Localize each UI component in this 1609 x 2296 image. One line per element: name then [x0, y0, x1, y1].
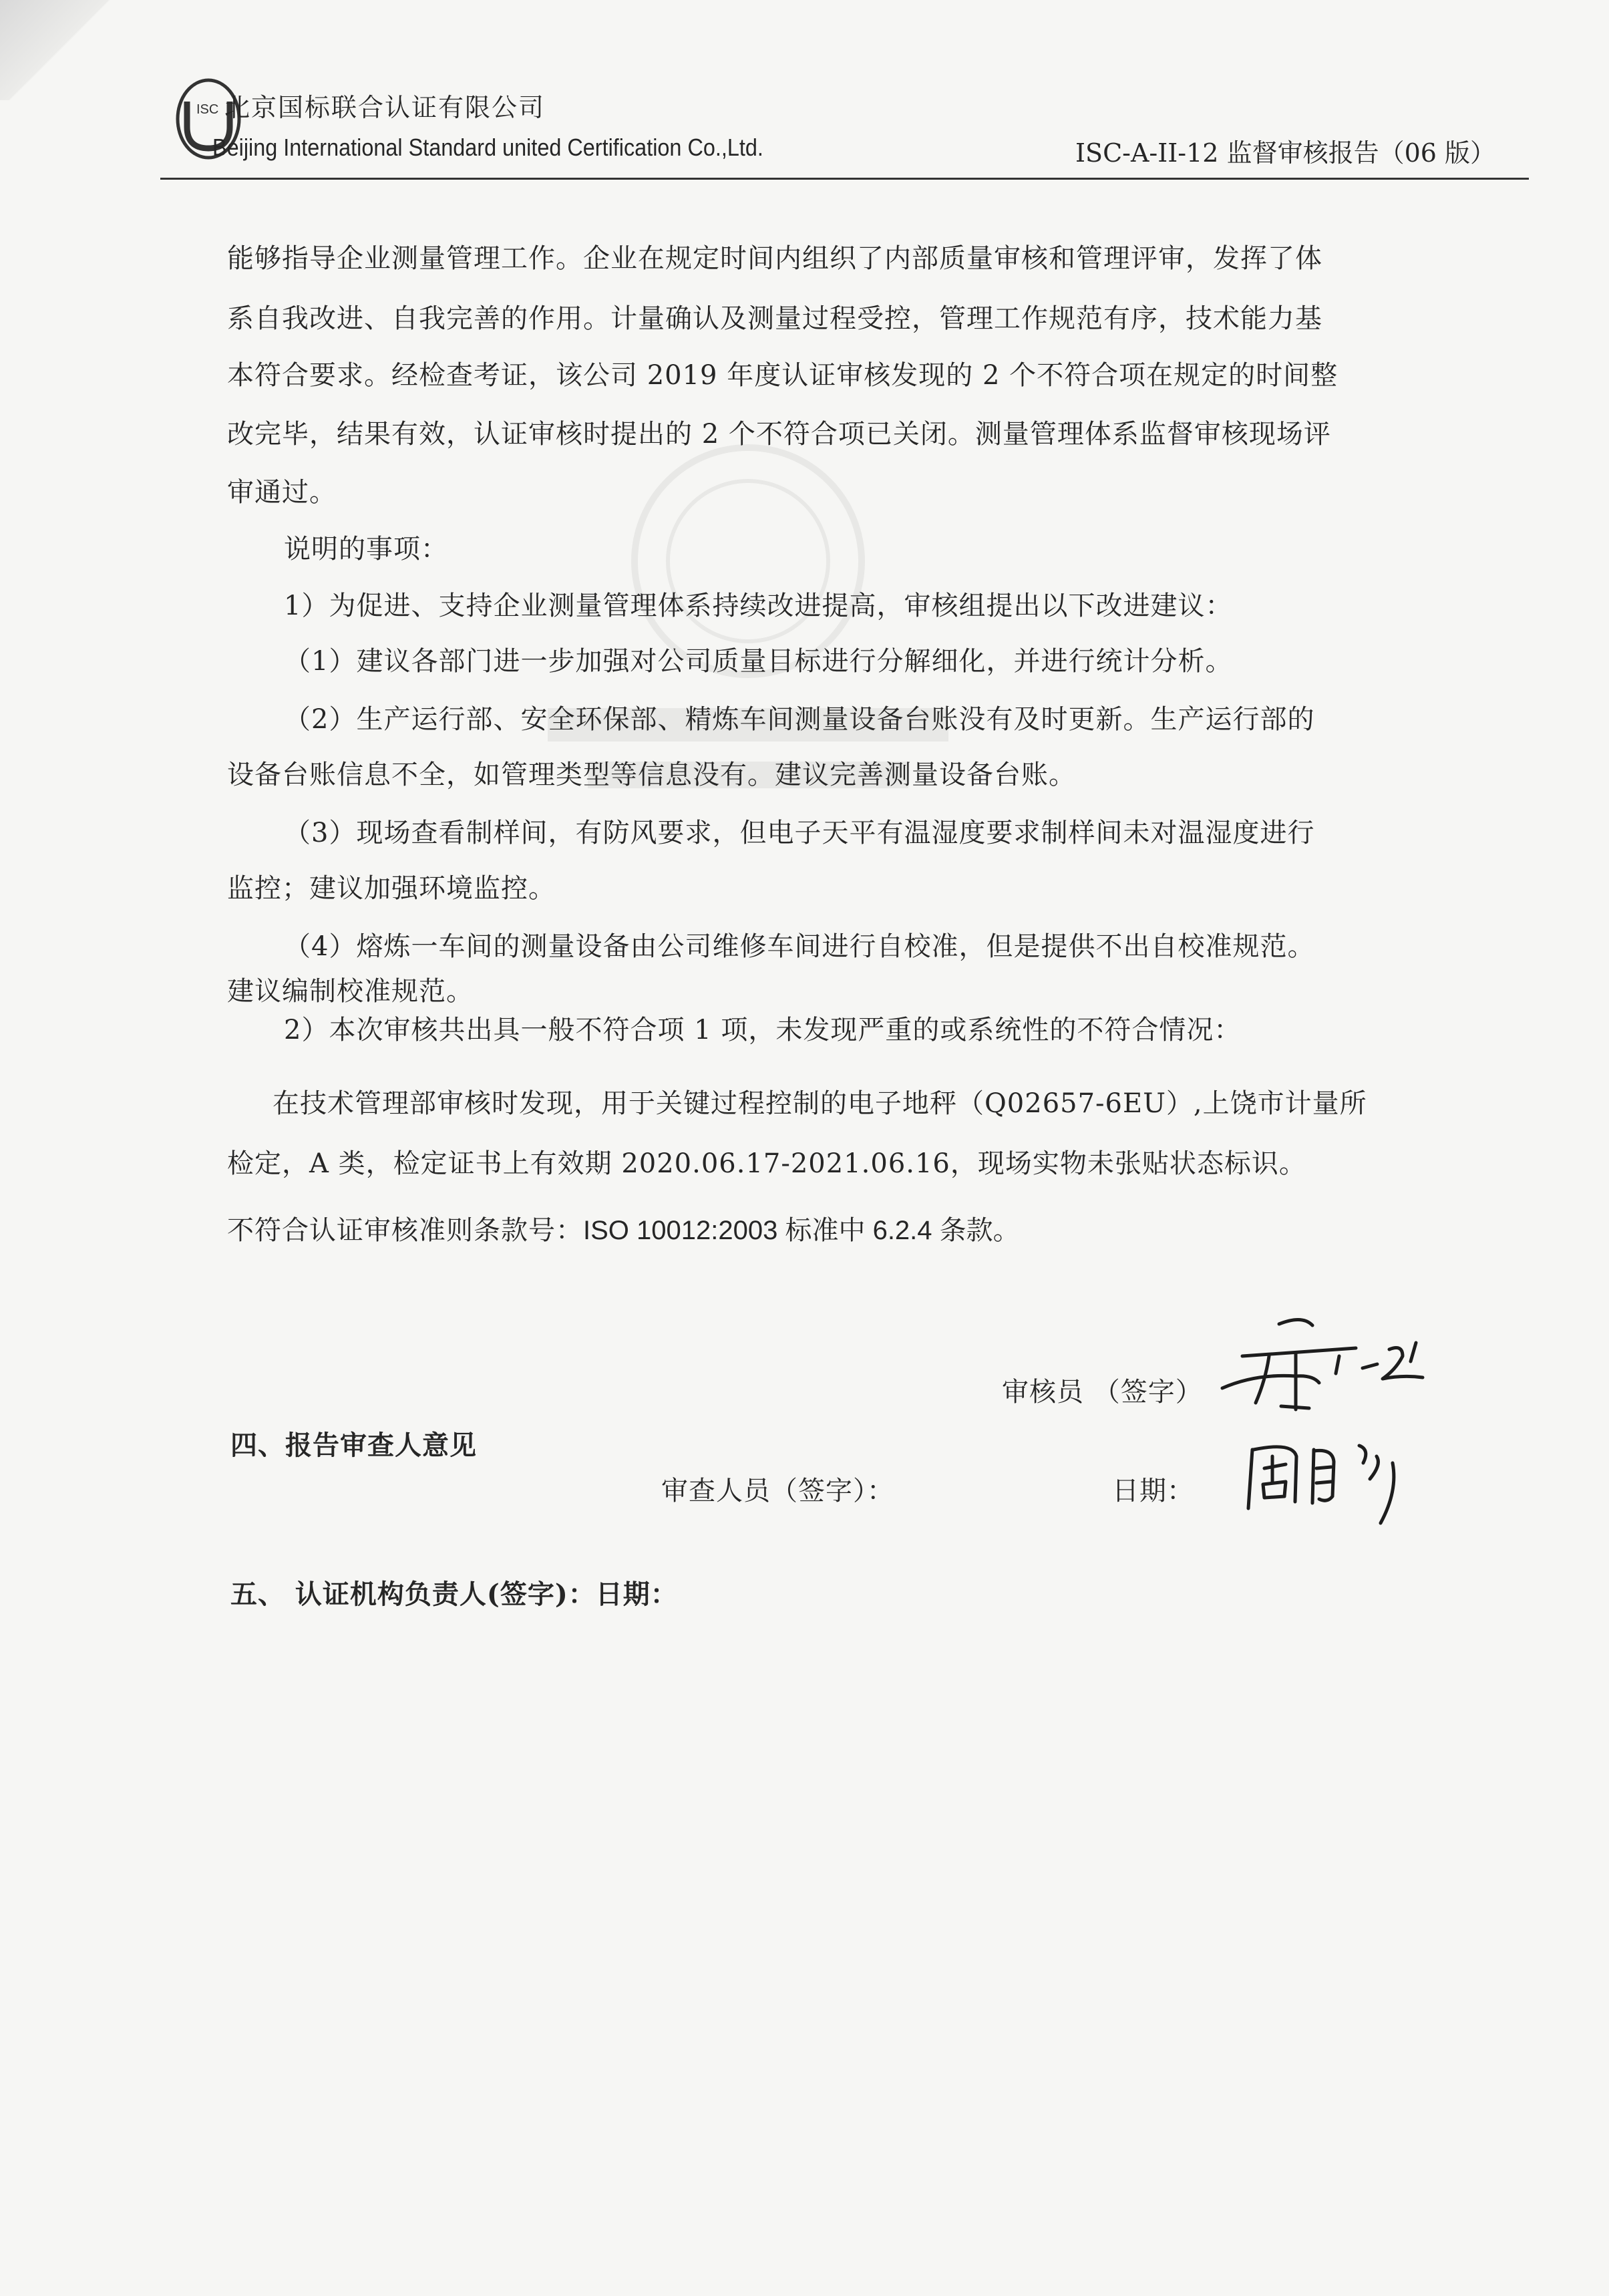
page-fold-shadow: [0, 0, 140, 100]
auditor-signature-label: 审核员 （签字）: [1002, 1377, 1203, 1408]
reviewer-handwritten-signature: [1239, 1430, 1413, 1530]
clause-label: 不符合认证审核准则条款号：: [227, 1215, 583, 1246]
paragraph-line: 能够指导企业测量管理工作。企业在规定时间内组织了内部质量审核和管理评审，发挥了体: [227, 243, 1322, 274]
company-name-cn: 北京国标联合认证有限公司: [224, 93, 546, 122]
reviewer-signature-label: 审查人员（签字）：: [661, 1476, 894, 1506]
document-code: ISC-A-II-12 监督审核报告（06 版）: [1075, 138, 1495, 168]
section-5-title: 五、 认证机构负责人(签字)：日期：: [230, 1579, 678, 1610]
improvement-item-1: 1）为促进、支持企业测量管理体系持续改进提高，审核组提出以下改进建议：: [284, 591, 1233, 621]
suggestion-3: （3）现场查看制样间，有防风要求，但电子天平有温湿度要求制样间未对温湿度进行: [284, 818, 1315, 848]
notes-title: 说明的事项：: [284, 534, 448, 564]
suggestion-2: （2）生产运行部、安全环保部、精炼车间测量设备台账没有及时更新。生产运行部的: [284, 704, 1315, 735]
suggestion-4: （4）熔炼一车间的测量设备由公司维修车间进行自校准，但是提供不出自校准规范。: [284, 931, 1315, 962]
suggestion-1: （1）建议各部门进一步加强对公司质量目标进行分解细化，并进行统计分析。: [284, 646, 1233, 677]
suggestion-2-cont: 设备台账信息不全，如管理类型等信息没有。建议完善测量设备台账。: [227, 760, 1076, 790]
paragraph-line: 改完毕，结果有效，认证审核时提出的 2 个不符合项已关闭。测量管理体系监督审核现场评: [227, 419, 1331, 450]
nonconformity-summary: 2）本次审核共出具一般不符合项 1 项，未发现严重的或系统性的不符合情况：: [284, 1015, 1242, 1045]
company-name-en: Beijing International Standard united Certification Co.,Ltd.: [212, 134, 763, 161]
header-divider: [160, 178, 1529, 180]
clause-value: ISO 10012:2003 标准中 6.2.4 条款。: [583, 1216, 1020, 1245]
reviewer-date-label: 日期：: [1112, 1476, 1194, 1506]
auditor-handwritten-signature: [1202, 1309, 1443, 1416]
section-4-title: 四、报告审查人意见: [230, 1430, 477, 1461]
suggestion-4-cont: 建议编制校准规范。: [227, 976, 474, 1007]
paragraph-line: 本符合要求。经检查考证，该公司 2019 年度认证审核发现的 2 个不符合项在规定的时间整: [227, 360, 1338, 391]
finding-text-cont: 检定，A 类，检定证书上有效期 2020.06.17-2021.06.16，现场实物未张贴状态标识。: [227, 1148, 1306, 1179]
finding-text: 在技术管理部审核时发现，用于关键过程控制的电子地秤（Q02657-6EU）,上饶市计量所: [273, 1088, 1367, 1119]
paragraph-line: 审通过。: [227, 477, 337, 508]
paragraph-line: 系自我改进、自我完善的作用。计量确认及测量过程受控，管理工作规范有序，技术能力基: [227, 303, 1322, 334]
suggestion-3-cont: 监控；建议加强环境监控。: [227, 873, 556, 904]
svg-text:ISC: ISC: [196, 102, 219, 117]
clause-reference: [227, 1209, 1020, 1247]
